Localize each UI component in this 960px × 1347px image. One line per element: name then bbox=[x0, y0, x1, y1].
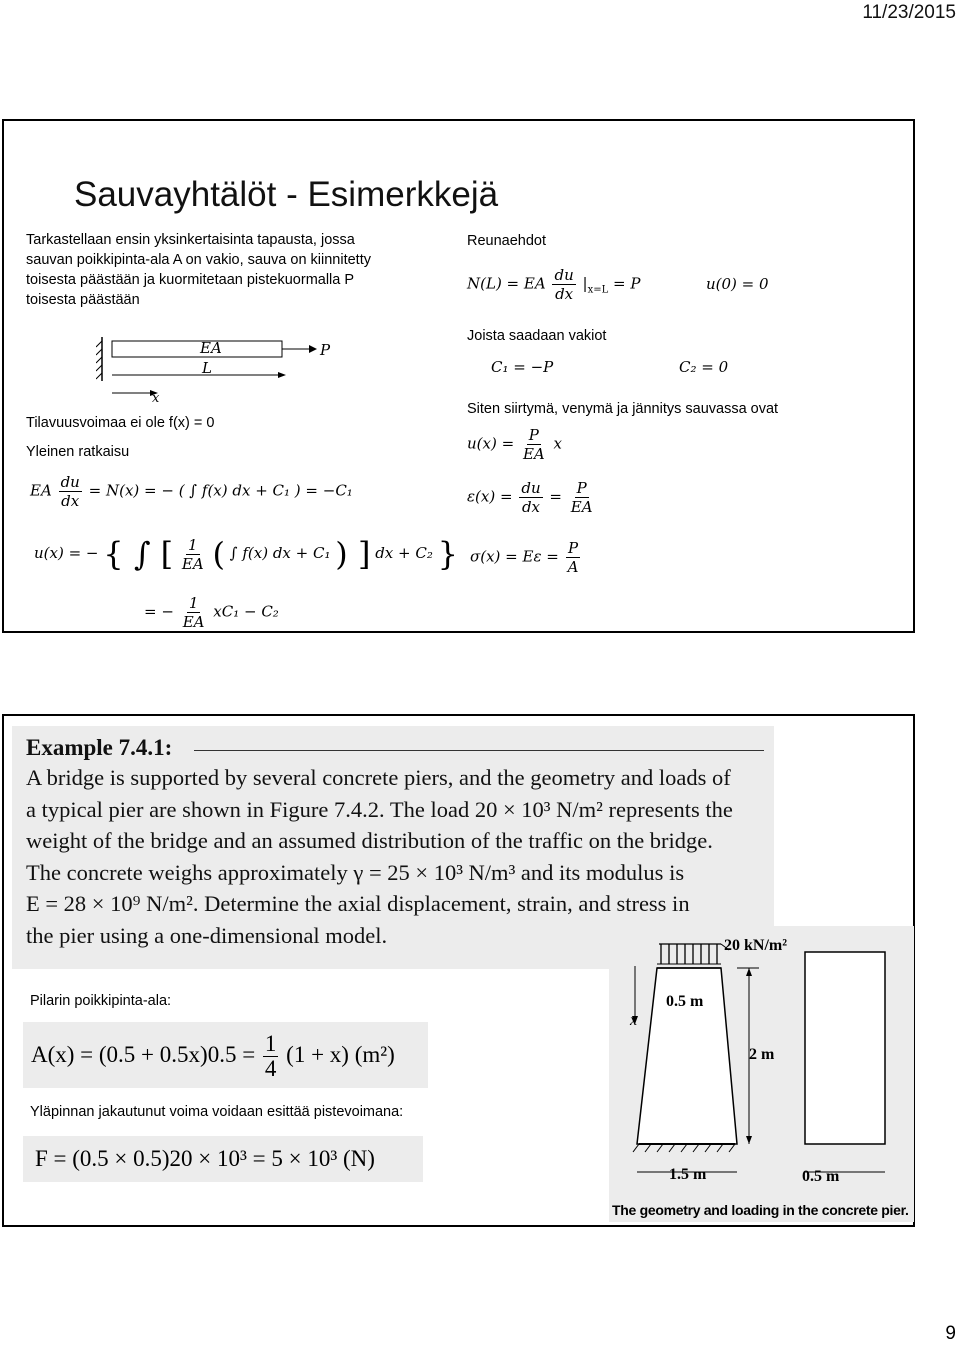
eps-eq: = bbox=[549, 487, 562, 506]
eq2-left: u(x) = − bbox=[34, 544, 99, 562]
eq1-right: = N(x) = − ( ∫ f(x) dx + C₁ ) = −C₁ bbox=[88, 481, 353, 500]
pier-load-label: 20 kN/m² bbox=[724, 937, 788, 954]
force-label: Yläpinnan jakautunut voima voidaan esittää pistevoimana: bbox=[30, 1104, 404, 1120]
example-line: weight of the bridge and an assumed distribution of the traffic on the bridge. bbox=[26, 828, 713, 853]
result-title: Siten siirtymä, venymä ja jännitys sauvassa ovat bbox=[467, 401, 779, 417]
example-line: the pier using a one-dimensional model. bbox=[26, 922, 388, 948]
sig-left: σ(x) = Eε = bbox=[470, 547, 559, 566]
intro-line: Tarkastellaan ensin yksinkertaisinta tapausta, jossa bbox=[26, 232, 355, 248]
eps-num-2: P bbox=[576, 479, 587, 497]
const-c1: C₁ = −P bbox=[491, 358, 554, 376]
pier-depth-label: 0.5 m bbox=[802, 1168, 840, 1185]
result-sigma bbox=[470, 539, 582, 576]
example-title-rule bbox=[194, 750, 764, 751]
eps-den-1: dx bbox=[521, 498, 540, 516]
pier-x-label: x bbox=[630, 1012, 638, 1029]
pier-caption: The geometry and loading in the concrete pier. bbox=[612, 1202, 909, 1218]
eq1-den: dx bbox=[61, 492, 80, 510]
intro-text bbox=[26, 230, 371, 310]
eq2-body: ∫ f(x) dx + C₁ bbox=[229, 544, 331, 562]
bc1-left: N(L) = EA bbox=[467, 274, 546, 293]
eq1-fraction bbox=[59, 473, 82, 510]
u-num: P bbox=[528, 426, 539, 444]
eps-left: ε(x) = bbox=[467, 487, 513, 506]
result-u bbox=[467, 426, 562, 463]
eps-den-2: EA bbox=[570, 498, 593, 516]
bc1-num: du bbox=[554, 266, 574, 284]
beam-x-label: x bbox=[152, 391, 160, 406]
bc1-fraction bbox=[552, 266, 575, 303]
eps-fraction-1 bbox=[519, 479, 542, 516]
bc1-eval: x=L bbox=[587, 284, 609, 296]
const-c2: C₂ = 0 bbox=[679, 358, 729, 376]
eq3-tail: xC₁ − C₂ bbox=[213, 602, 279, 621]
const-title: Joista saadaan vakiot bbox=[467, 328, 607, 344]
area-left: A(x) = (0.5 + 0.5x)0.5 = bbox=[31, 1041, 256, 1067]
example-line: The concrete weighs approximately γ = 25 × 10³ N/m³ and its modulus is bbox=[26, 859, 685, 885]
slide-1 bbox=[2, 119, 915, 633]
eq2-den: EA bbox=[181, 554, 204, 573]
bc1-right: = P bbox=[613, 274, 641, 293]
u-x: x bbox=[553, 434, 562, 453]
equation-1 bbox=[30, 473, 353, 510]
example-line: a typical pier are shown in Figure 7.4.2. The load 20 × 10³ N/m² represents the bbox=[26, 796, 733, 822]
pier-drawing bbox=[609, 926, 914, 1222]
u-fraction bbox=[521, 426, 547, 463]
eq1-num: du bbox=[60, 473, 80, 491]
bc-title: Reunaehdot bbox=[467, 233, 547, 249]
eq3-den: EA bbox=[182, 613, 205, 631]
eq3-fraction bbox=[181, 594, 207, 631]
eps-fraction-2 bbox=[569, 479, 595, 516]
bc-equation-2: u(0) = 0 bbox=[706, 275, 769, 293]
force-equation: F = (0.5 × 0.5)20 × 10³ = 5 × 10³ (N) bbox=[35, 1146, 375, 1171]
pier-bottom-label: 1.5 m bbox=[669, 1166, 707, 1183]
sig-fraction bbox=[566, 539, 581, 576]
example-line: E = 28 × 10⁹ N/m². Determine the axial displacement, strain, and stress in bbox=[26, 891, 690, 916]
intro-line: toisesta päästään bbox=[26, 292, 140, 308]
bc1-den: dx bbox=[555, 285, 574, 303]
area-num: 1 bbox=[264, 1031, 277, 1056]
date: 11/23/2015 bbox=[862, 2, 956, 23]
sig-num: P bbox=[568, 539, 579, 557]
area-equation bbox=[31, 1032, 395, 1081]
intro-line: toisesta päästään ja kuormitetaan pistekuormalla P bbox=[26, 272, 355, 288]
page-number: 9 bbox=[945, 1323, 956, 1344]
general-solution-label: Yleinen ratkaisu bbox=[26, 444, 130, 460]
intro-line: sauvan poikkipinta-ala A on vakio, sauva on kiinnitetty bbox=[26, 252, 371, 268]
eq2-num: 1 bbox=[188, 535, 198, 554]
u-den: EA bbox=[522, 445, 545, 463]
area-right: (1 + x) (m²) bbox=[286, 1041, 395, 1067]
example-title: Example 7.4.1: bbox=[26, 735, 173, 760]
eq2-tail: dx + C₂ bbox=[375, 544, 433, 562]
pier-top-label: 0.5 m bbox=[666, 993, 704, 1010]
beam-ea-label: EA bbox=[200, 339, 222, 357]
area-fraction bbox=[263, 1032, 279, 1081]
equation-2: u(x) = − { ∫ [ $\frac{1}{EA}$ ( ∫ f(x) dx + C₁ ) ] dx + C₂ } bbox=[34, 535, 458, 573]
eq3-eq: = − bbox=[144, 602, 174, 621]
eq2-fraction bbox=[180, 536, 206, 573]
eq3-num: 1 bbox=[188, 594, 199, 612]
example-line: A bridge is supported by several concrete piers, and the geometry and loads of bbox=[26, 765, 731, 790]
area-label: Pilarin poikkipinta-ala: bbox=[30, 993, 172, 1009]
area-den: 4 bbox=[264, 1056, 277, 1081]
sig-den: A bbox=[567, 558, 579, 576]
equation-3 bbox=[144, 594, 279, 631]
result-eps bbox=[467, 479, 597, 516]
no-body-force: Tilavuusvoimaa ei ole f(x) = 0 bbox=[26, 415, 215, 431]
u-left: u(x) = bbox=[467, 434, 515, 453]
eps-num-1: du bbox=[521, 479, 541, 497]
eq1-left: EA bbox=[30, 481, 52, 500]
example-text bbox=[26, 762, 733, 951]
bc-equation-1: N(L) = EA $\frac{du}{dx}$ $|_{x=L} = P$ bbox=[467, 266, 641, 303]
beam-l-label: L bbox=[202, 359, 212, 377]
beam-p-label: P bbox=[320, 341, 331, 359]
slide-2 bbox=[2, 714, 915, 1227]
slide-title: Sauvayhtälöt - Esimerkkejä bbox=[74, 175, 499, 214]
pier-height-label: 2 m bbox=[749, 1046, 775, 1063]
